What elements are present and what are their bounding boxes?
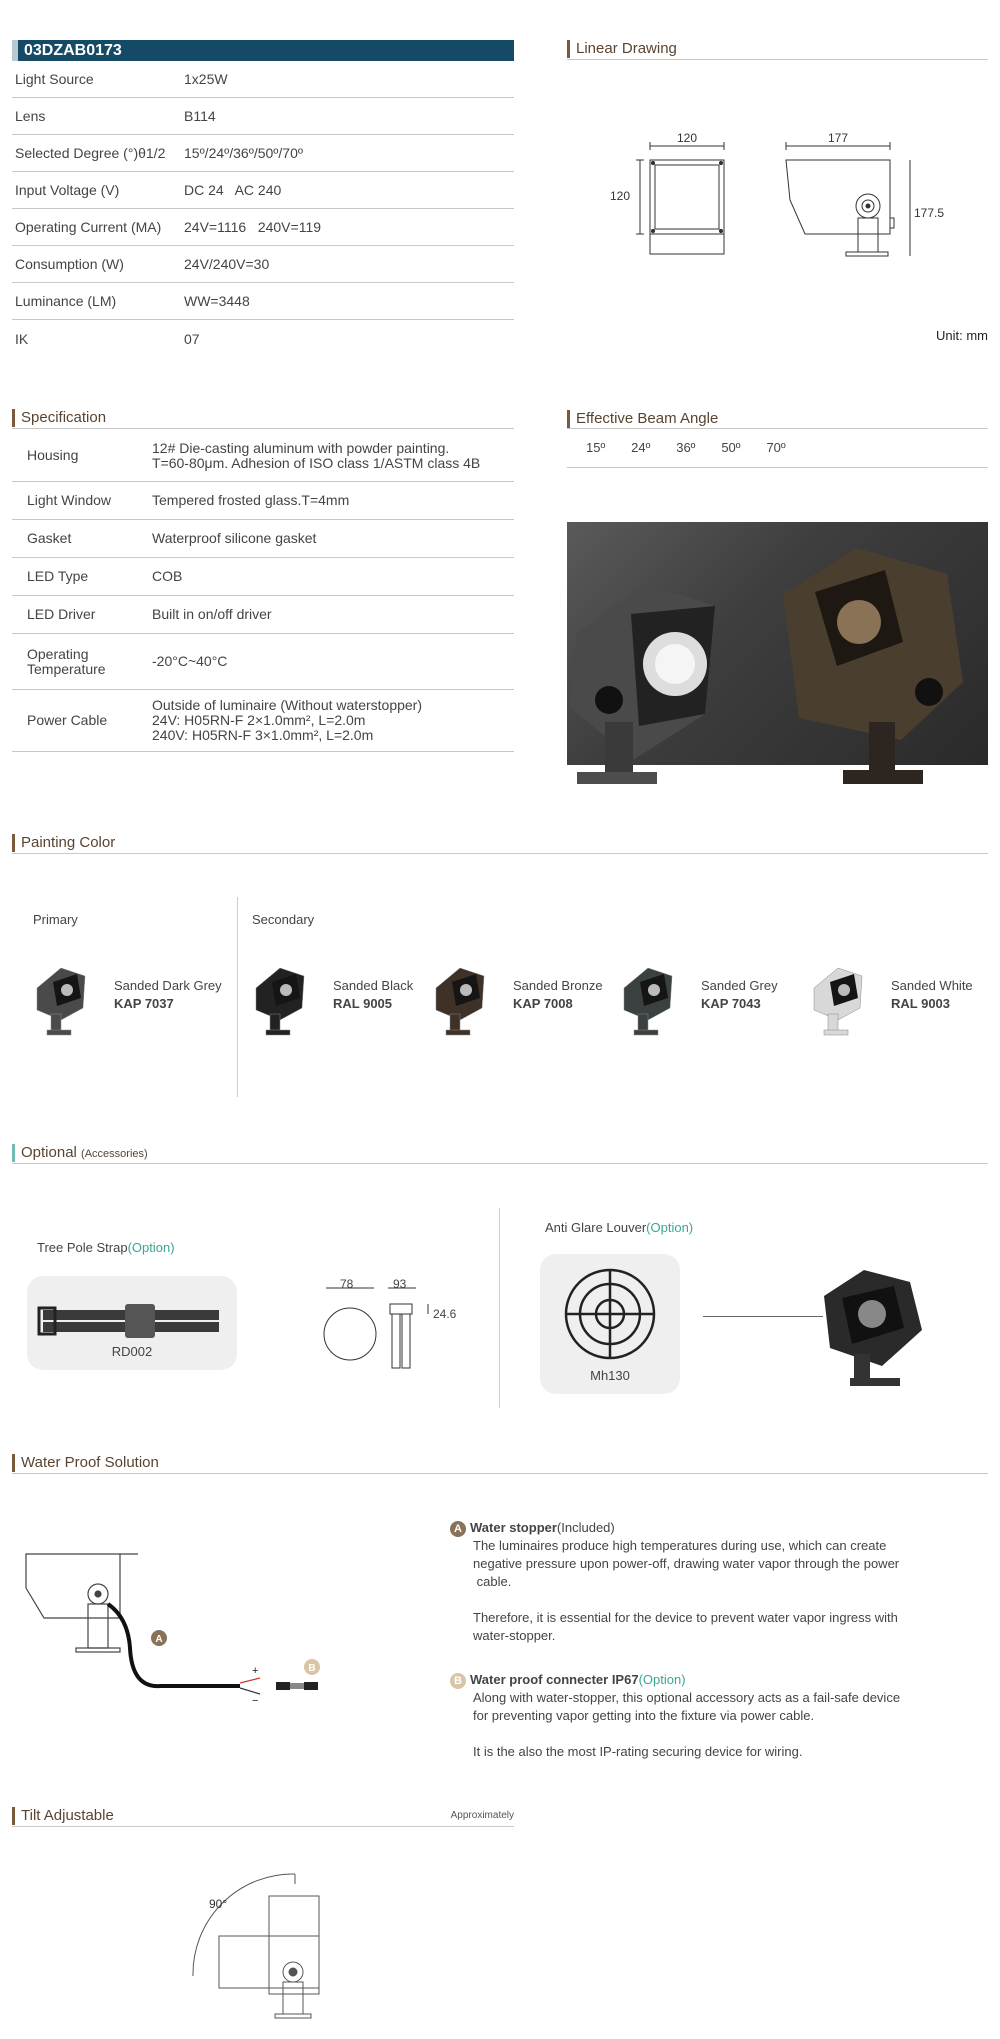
beam-angle-divider bbox=[567, 428, 988, 429]
waterproof-title: Water Proof Solution bbox=[12, 1454, 159, 1472]
color-code: KAP 7008 bbox=[513, 996, 573, 1011]
color-code: KAP 7043 bbox=[701, 996, 761, 1011]
tilt-angle: 90° bbox=[209, 1897, 228, 1911]
minus-sign: − bbox=[252, 1695, 259, 1707]
optional-subtitle: (Accessories) bbox=[81, 1148, 148, 1160]
color-name: Sanded Black bbox=[333, 978, 414, 993]
color-fixture-icon bbox=[620, 958, 680, 1038]
optional-title-text: Optional bbox=[21, 1144, 77, 1161]
linear-drawing-title: Linear Drawing bbox=[567, 40, 677, 58]
diagram-badge-b: B bbox=[308, 1663, 316, 1674]
tilt-diagram bbox=[185, 1866, 345, 2026]
strap-dim-a: 78 bbox=[340, 1277, 354, 1291]
tilt-note: Approximately bbox=[450, 1810, 514, 1821]
color-label bbox=[114, 977, 222, 1013]
connector-para2 bbox=[473, 1743, 913, 1761]
param-label: Luminance (LM) bbox=[15, 293, 117, 309]
color-label bbox=[513, 977, 603, 1013]
spec-value-line: T=60-80μm. Adhesion of ISO class 1/ASTM class 4B bbox=[152, 454, 481, 471]
spec-value bbox=[152, 654, 514, 669]
louver-card bbox=[540, 1254, 680, 1394]
spec-label: Light Window bbox=[27, 492, 112, 508]
spec-row bbox=[12, 596, 514, 634]
louver-fixture-icon bbox=[810, 1256, 940, 1391]
param-label: Lens bbox=[15, 108, 46, 124]
waterproof-diagram bbox=[20, 1548, 350, 1718]
spec-label-line: Operating bbox=[27, 645, 89, 662]
unit-label: Unit: mm bbox=[936, 328, 988, 343]
param-label: IK bbox=[15, 330, 29, 347]
connector-para1-line: Along with water-stopper, this optional accessory acts as a fail-safe device bbox=[473, 1690, 901, 1705]
param-label: Consumption (W) bbox=[15, 256, 124, 272]
color-label bbox=[701, 977, 778, 1013]
color-fixture-icon bbox=[432, 958, 492, 1038]
strap-title-text: Tree Pole Strap bbox=[37, 1240, 128, 1255]
param-row bbox=[12, 135, 514, 172]
water-stopper-para1 bbox=[473, 1537, 913, 1591]
water-stopper-para2 bbox=[473, 1609, 913, 1645]
param-row bbox=[12, 172, 514, 209]
spec-value-line: Tempered frosted glass.T=4mm bbox=[152, 492, 350, 508]
param-value: WW=3448 bbox=[184, 293, 250, 309]
waterproof-divider bbox=[12, 1473, 988, 1474]
spec-row bbox=[12, 520, 514, 558]
beam-angle-title: Effective Beam Angle bbox=[567, 410, 718, 428]
param-value: 1x25W bbox=[184, 71, 228, 87]
strap-dimension-drawing bbox=[318, 1278, 468, 1374]
spec-value bbox=[152, 607, 514, 622]
param-label: Selected Degree (°)θ1/2 bbox=[15, 145, 166, 161]
connector-option: (Option) bbox=[638, 1672, 686, 1687]
spec-value-line: COB bbox=[152, 568, 183, 584]
optional-divider bbox=[12, 1163, 988, 1164]
color-fixture-icon bbox=[810, 958, 870, 1038]
strap-dim-b: 93 bbox=[393, 1277, 407, 1291]
diagram-badge-a: A bbox=[155, 1634, 163, 1645]
louver-title bbox=[545, 1220, 693, 1235]
spec-value-line: Built in on/off driver bbox=[152, 606, 272, 622]
spec-label: Housing bbox=[27, 447, 79, 463]
color-name: Sanded Dark Grey bbox=[114, 978, 222, 993]
louver-leader-line bbox=[703, 1316, 823, 1317]
front-width-dim: 120 bbox=[676, 131, 698, 145]
param-row bbox=[12, 98, 514, 135]
badge-a: A bbox=[450, 1521, 466, 1537]
plus-sign: + bbox=[252, 1665, 259, 1677]
front-view-drawing bbox=[636, 142, 724, 254]
color-label bbox=[891, 977, 973, 1013]
param-label: Operating Current (MA) bbox=[15, 219, 162, 235]
water-stopper-heading bbox=[450, 1519, 890, 1537]
primary-label: Primary bbox=[33, 912, 78, 927]
strap-dim-c: 24.6 bbox=[433, 1307, 457, 1321]
optional-divider-vertical bbox=[499, 1208, 500, 1408]
spec-label: Power Cable bbox=[27, 712, 108, 728]
product-code: 03DZAB0173 bbox=[12, 40, 514, 61]
param-label: Input Voltage (V) bbox=[15, 182, 120, 198]
product-photo-art bbox=[567, 522, 988, 802]
spec-value bbox=[152, 698, 514, 743]
strap-title bbox=[37, 1240, 175, 1255]
louver-icon bbox=[540, 1264, 680, 1374]
param-value: DC 24 AC 240 bbox=[184, 182, 282, 198]
spec-label: LED Driver bbox=[27, 606, 96, 622]
param-value: 24V=1116 240V=119 bbox=[184, 219, 322, 235]
param-value: 24V/240V=30 bbox=[184, 256, 270, 272]
strap-code: RD002 bbox=[111, 1344, 153, 1359]
strap-icon bbox=[27, 1286, 237, 1346]
beam-angle-item: 70º bbox=[766, 440, 786, 455]
param-value: 15º/24º/36º/50º/70º bbox=[184, 145, 303, 161]
badge-b: B bbox=[450, 1673, 466, 1689]
color-name: Sanded White bbox=[891, 978, 973, 993]
tilt-divider bbox=[12, 1826, 514, 1827]
color-code: KAP 7037 bbox=[114, 996, 174, 1011]
color-code: RAL 9005 bbox=[333, 996, 393, 1011]
spec-value bbox=[152, 493, 514, 508]
linear-drawing-svg bbox=[600, 120, 945, 290]
water-stopper-para2-line: Therefore, it is essential for the device to prevent water vapor ingress with bbox=[473, 1610, 898, 1625]
beam-angle-item: 24º bbox=[631, 440, 651, 455]
beam-angle-item: 50º bbox=[721, 440, 741, 455]
side-height-dim: 177.5 bbox=[914, 206, 945, 220]
color-fixture-icon bbox=[252, 958, 312, 1038]
spec-label: LED Type bbox=[27, 568, 89, 584]
water-stopper-para2-line: water-stopper. bbox=[473, 1628, 556, 1643]
water-stopper-para1-line: The luminaires produce high temperatures during use, which can create bbox=[473, 1538, 887, 1553]
connector-para1-line: for preventing vapor getting into the fixture via power cable. bbox=[473, 1708, 815, 1723]
color-divider bbox=[237, 897, 238, 1097]
connector-para1 bbox=[473, 1689, 913, 1725]
spec-value bbox=[152, 531, 514, 546]
connector-title: Water proof connecter IP67 bbox=[470, 1672, 639, 1687]
param-value: B114 bbox=[184, 108, 216, 124]
optional-title bbox=[12, 1144, 148, 1162]
spec-row bbox=[12, 482, 514, 520]
param-row bbox=[12, 283, 514, 320]
spec-row bbox=[12, 690, 514, 752]
connector-para2-line: It is the also the most IP-rating securing device for wiring. bbox=[473, 1744, 803, 1759]
painting-color-title: Painting Color bbox=[12, 834, 115, 852]
spec-row bbox=[12, 558, 514, 596]
spec-value-line: 12# Die-casting aluminum with powder painting. bbox=[152, 439, 450, 456]
beam-angle-list bbox=[586, 439, 808, 455]
product-photo bbox=[567, 522, 988, 765]
color-label bbox=[333, 977, 413, 1013]
specification-title: Specification bbox=[12, 409, 106, 427]
param-row bbox=[12, 246, 514, 283]
louver-option: (Option) bbox=[646, 1220, 694, 1235]
spec-value-line: Waterproof silicone gasket bbox=[152, 530, 317, 546]
beam-angle-item: 36º bbox=[676, 440, 696, 455]
painting-color-divider bbox=[12, 853, 988, 854]
spec-value-line: 240V: H05RN-F 3×1.0mm², L=2.0m bbox=[152, 727, 374, 743]
beam-angle-bottom-divider bbox=[567, 467, 988, 468]
secondary-label: Secondary bbox=[252, 912, 315, 927]
spec-value-line: 24V: H05RN-F 2×1.0mm², L=2.0m bbox=[152, 712, 366, 728]
strap-card bbox=[27, 1276, 237, 1370]
connector-heading bbox=[450, 1671, 890, 1689]
color-fixture-icon bbox=[33, 958, 93, 1038]
strap-option: (Option) bbox=[127, 1240, 175, 1255]
spec-row bbox=[12, 634, 514, 690]
param-row bbox=[12, 61, 514, 98]
color-name: Sanded Grey bbox=[701, 978, 778, 993]
front-height-dim: 120 bbox=[609, 189, 631, 203]
spec-value bbox=[152, 569, 514, 584]
water-stopper-title: Water stopper bbox=[470, 1520, 557, 1535]
spec-value-line: Outside of luminaire (Without waterstopper) bbox=[152, 697, 422, 713]
spec-label-line: Temperature bbox=[27, 660, 106, 677]
louver-code: Mh130 bbox=[590, 1368, 630, 1383]
tilt-title: Tilt Adjustable bbox=[12, 1807, 114, 1825]
beam-angle-item: 15º bbox=[586, 440, 606, 455]
spec-label bbox=[12, 647, 152, 677]
param-value: 07 bbox=[184, 330, 200, 347]
spec-row bbox=[12, 430, 514, 482]
side-width-dim: 177 bbox=[827, 131, 849, 145]
param-label: Light Source bbox=[15, 71, 94, 87]
spec-value-line: -20°C~40°C bbox=[152, 653, 228, 669]
side-view-drawing bbox=[786, 142, 910, 256]
spec-label: Gasket bbox=[27, 530, 72, 546]
spec-value bbox=[152, 441, 514, 471]
water-stopper-included: (Included) bbox=[556, 1520, 615, 1535]
param-row bbox=[12, 209, 514, 246]
param-row bbox=[12, 320, 514, 357]
louver-title-text: Anti Glare Louver bbox=[545, 1220, 647, 1235]
linear-drawing-divider bbox=[567, 59, 988, 60]
specification-divider bbox=[12, 428, 514, 429]
water-stopper-para1-line: negative pressure upon power-off, drawing water vapor through the power bbox=[473, 1556, 900, 1571]
color-code: RAL 9003 bbox=[891, 996, 951, 1011]
water-stopper-para1-line: cable. bbox=[473, 1574, 512, 1589]
color-name: Sanded Bronze bbox=[513, 978, 603, 993]
